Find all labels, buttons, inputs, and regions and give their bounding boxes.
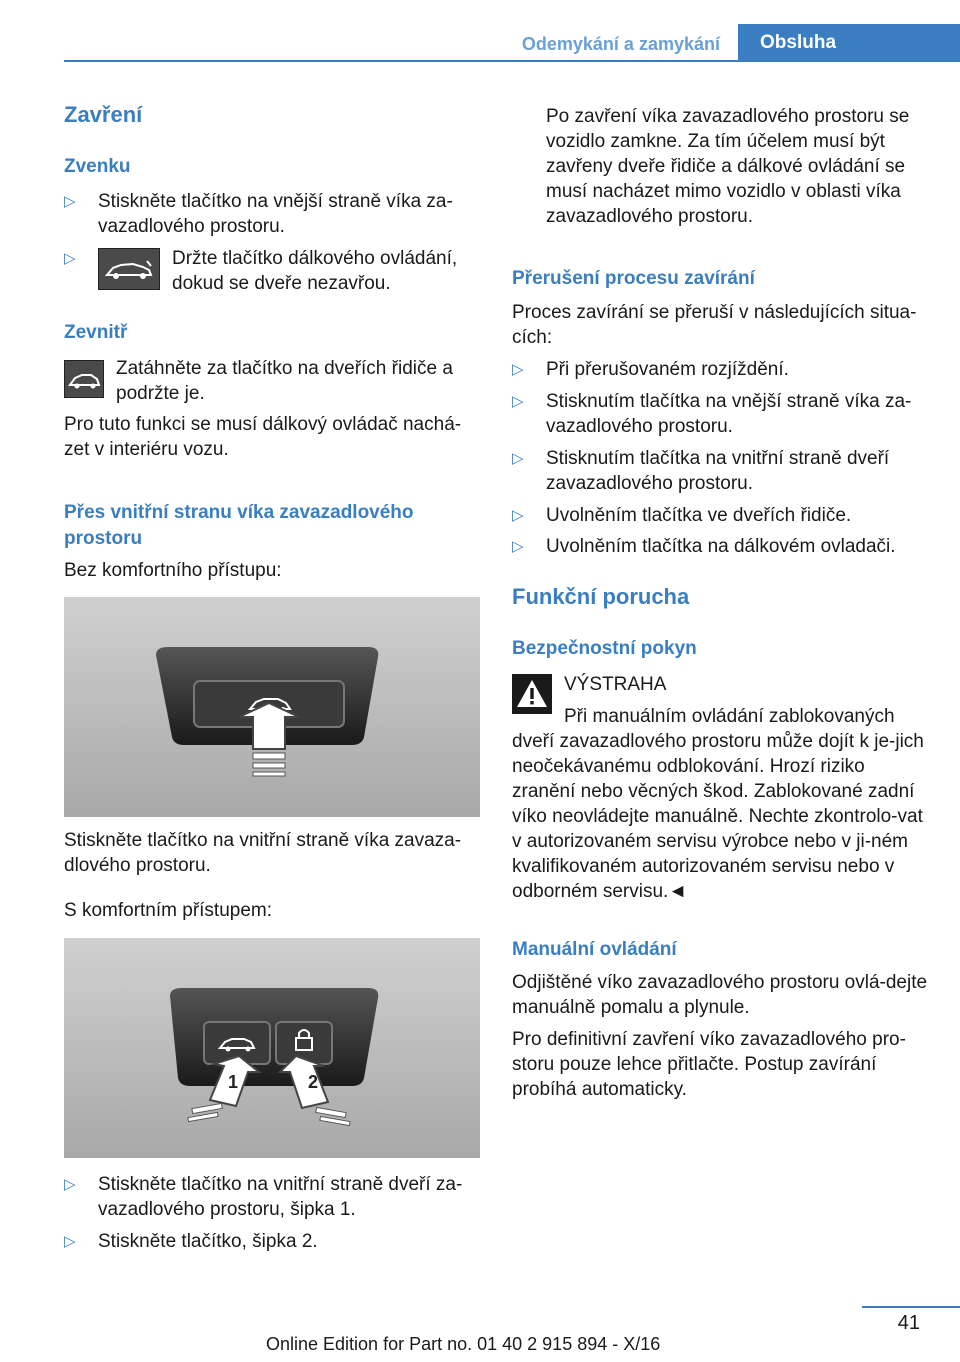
bullet-icon: ▷ xyxy=(512,507,524,524)
remote-trunk-button-icon xyxy=(98,248,160,290)
arrow-2-label: 2 xyxy=(308,1072,319,1092)
heading-safety-note: Bezpečnostní pokyn xyxy=(512,638,697,659)
bullet-icon: ▷ xyxy=(512,538,524,555)
bullet-icon: ▷ xyxy=(64,1176,76,1193)
driver-door-trunk-button-icon xyxy=(64,360,104,398)
heading-inner-trunk-lid: Přes vnitřní stranu víka zavazadlového prostoru xyxy=(64,502,414,549)
section-title-closing: Zavření xyxy=(64,102,143,127)
section-title-fault: Funkční porucha xyxy=(512,584,690,609)
bullet-icon: ▷ xyxy=(64,193,76,210)
heading-interrupt: Přerušení procesu zavírání xyxy=(512,268,755,289)
heading-outside: Zvenku xyxy=(64,156,131,177)
warning-label: VÝSTRAHA xyxy=(564,674,667,695)
manual-text-2: Pro definitivní zavření víko zavazadlového pro-storu pouze lehce přitlačte. Postup zavírání probíhá automaticky. xyxy=(512,1029,906,1100)
inside-instruction: Zatáhněte za tlačítko na dveřích řidiče a podržte je. xyxy=(116,358,453,404)
with-comfort-access-label: S komfortním přístupem: xyxy=(64,900,273,921)
heading-inside: Zevnitř xyxy=(64,322,128,343)
footer-rule xyxy=(862,1306,960,1308)
heading-manual-operation: Manuální ovládání xyxy=(512,939,677,960)
page-number: 41 xyxy=(897,1312,920,1334)
manual-text-1: Odjištěné víko zavazadlového prostoru ovlá-dejte manuálně pomalu a plynule. xyxy=(512,972,928,1018)
bullet-icon: ▷ xyxy=(512,361,524,378)
warning-text: Při manuálním ovládání zablokovaných dveří zavazadlového prostoru může dojít k je-jich neočekávanému odblokování. Hrozí riziko zranění nebo věcných škod. Zablokované zadní víko neovládejte manuálně. Nechte zkontrolo-vat v autorizovaném servisu výrobce nebo v ji-ném kvalifikovaném autorizovaném servisu nebo v odborném servisu.◄ xyxy=(512,706,924,902)
bullet-icon: ▷ xyxy=(64,250,76,267)
trunk-lid-comfort-buttons-photo xyxy=(64,938,480,1158)
bullet-icon: ▷ xyxy=(64,1233,76,1250)
closing-intro-text: Po zavření víka zavazadlového prostoru se vozidlo zamkne. Za tím účelem musí být zavřeny dveře řidiče a dálkové ovládání se musí nacházet mimo vozidlo v oblasti víka zavazadlového prostoru. xyxy=(546,106,910,227)
header-section-title: Odemykání a zamykání xyxy=(521,34,720,54)
without-comfort-access-label: Bez komfortního přístupu: xyxy=(64,560,282,581)
interrupt-text: Proces zavírání se přeruší v následujících situa-cích: xyxy=(512,302,917,348)
bullet-icon: ▷ xyxy=(512,393,524,410)
footer-edition: Online Edition for Part no. 01 40 2 915 894 - X/16 xyxy=(266,1334,661,1354)
header-chapter-tab: Obsluha xyxy=(738,24,960,62)
header-rule xyxy=(64,60,960,62)
photo1-caption: Stiskněte tlačítko na vnitřní straně víka zavaza-dlového prostoru. xyxy=(64,830,462,876)
trunk-lid-button-photo xyxy=(64,597,480,817)
bullet-icon: ▷ xyxy=(512,450,524,467)
inside-note: Pro tuto funkci se musí dálkový ovládač nachá-zet v interiéru vozu. xyxy=(64,414,462,460)
arrow-1-label: 1 xyxy=(228,1072,239,1092)
